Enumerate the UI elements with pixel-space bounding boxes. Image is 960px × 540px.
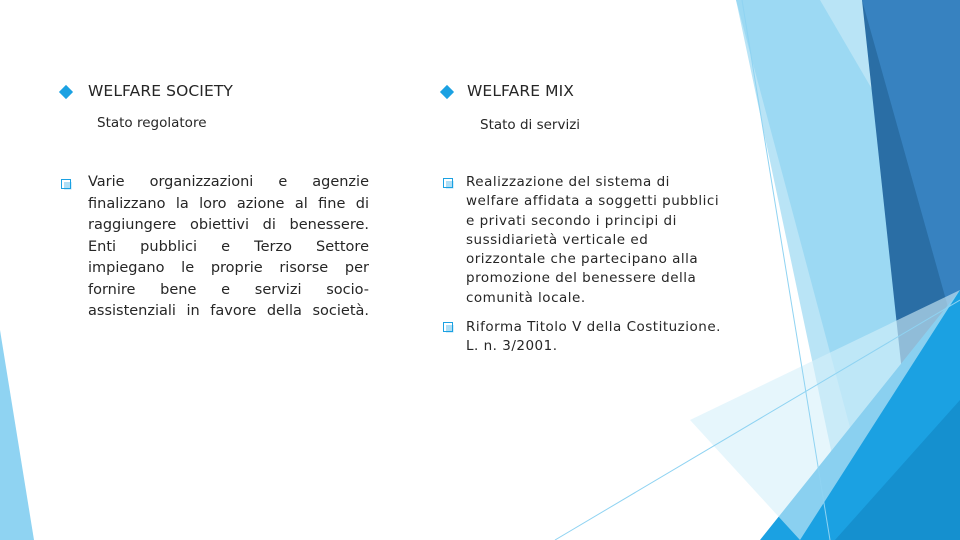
left-line-2: finalizzano la loro azione al fine di (88, 195, 369, 212)
right-bullet1-text (466, 173, 766, 308)
right-subheading: Stato di servizi (480, 117, 581, 133)
left-line-1: Varie organizzazioni e agenzie (88, 174, 369, 190)
left-line-6: fornire bene e servizi socio- (88, 281, 369, 298)
right-b1-line-1: Realizzazione del sistema di (466, 174, 670, 190)
right-b1-line-7: comunità locale. (466, 289, 586, 306)
right-bullet2-text (466, 318, 766, 357)
right-b1-line-2: welfare affidata a soggetti pubblici (466, 193, 720, 210)
left-line-4: Enti pubblici e Terzo Settore (88, 238, 369, 255)
checkbox-square-icon (443, 322, 454, 333)
left-bullet-text (88, 172, 369, 323)
left-edge-shape (0, 330, 34, 540)
right-b2-line-1: Riforma Titolo V della Costituzione. (466, 319, 721, 335)
right-b1-line-3: e privati secondo i principi di (466, 212, 677, 229)
checkbox-square-icon (61, 179, 72, 190)
left-line-5: impiegano le proprie risorse per (88, 260, 369, 276)
left-line-7: assistenziali in favore della società. (88, 303, 369, 319)
right-b1-line-6: promozione del benessere della (466, 270, 697, 287)
left-line-3: raggiungere obiettivi di benessere. (88, 217, 369, 233)
right-b1-line-4: sussidiarietà verticale ed (466, 231, 649, 248)
left-heading: WELFARE SOCIETY (88, 82, 234, 100)
right-b1-line-5: orizzontale che partecipano alla (466, 251, 699, 268)
right-heading: WELFARE MIX (467, 82, 575, 100)
left-subheading: Stato regolatore (97, 115, 207, 131)
checkbox-square-icon (443, 178, 454, 189)
right-b2-line-2: L. n. 3/2001. (466, 338, 558, 355)
